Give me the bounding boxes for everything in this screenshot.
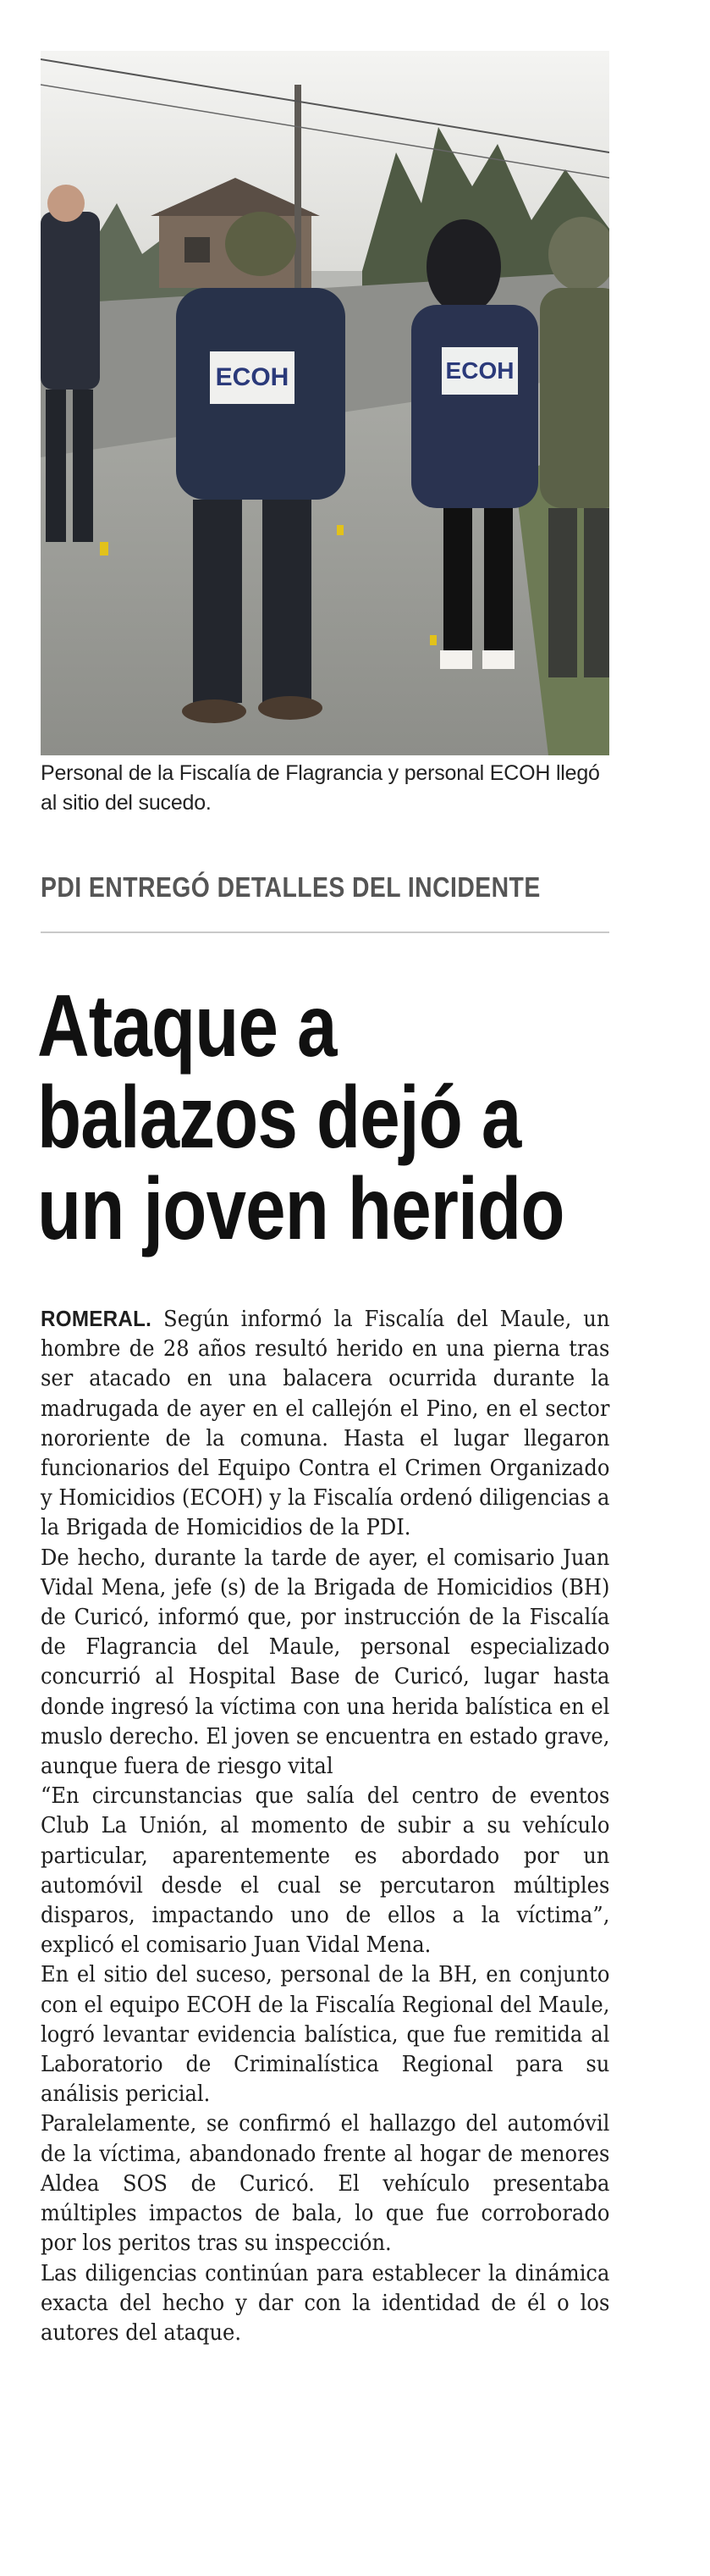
headline-line-2: balazos dejó a bbox=[37, 1069, 521, 1167]
news-photo bbox=[41, 51, 609, 755]
section-kicker: PDI ENTREGÓ DETALLES DEL INCIDENTE bbox=[41, 871, 541, 903]
headline-line-1: Ataque a bbox=[37, 977, 337, 1075]
vest-label-left: ECOH bbox=[215, 363, 289, 391]
dateline: ROMERAL. bbox=[41, 1306, 152, 1331]
paragraph-4: En el sitio del suceso, personal de la BH, en conjunto con el equipo ECOH de la Fiscalía Regional del Maule, logró levantar evidencia balística, que fue remitida al Laboratorio de Criminalística Regional para su análisis pericial. bbox=[41, 1962, 610, 2108]
paragraph-2: De hecho, durante la tarde de ayer, el comisario Juan Vidal Mena, jefe (s) de la Brigada de Homicidios (BH) de Curicó, informó que, por instrucción de la Fiscalía de Flagrancia del Maule, personal especializado concurrió al Hospital Base de Curicó, lugar hasta donde ingresó la víctima con una herida balística en el muslo derecho. El joven se encuentra en estado grave, aunque fuera de riesgo vital bbox=[41, 1545, 610, 1780]
paragraph-3: “En circunstancias que salía del centro de eventos Club La Unión, al momento de subir a su vehículo particular, aparentemente es abordado por un automóvil desde el cual se percutaron múltiples disparos, impactando uno de ellos a la víctima”, explicó el comisario Juan Vidal Mena. bbox=[41, 1783, 610, 1959]
headline bbox=[37, 977, 564, 1258]
paragraph-5: Paralelamente, se confirmó el hallazgo del automóvil de la víctima, abandonado frente al hogar de menores Aldea SOS de Curicó. El vehículo presentaba múltiples impactos de bala, lo que fue corroborado por los peritos tras su inspección. bbox=[41, 2111, 610, 2257]
paragraph-1 bbox=[41, 1304, 609, 1544]
paragraph-1-text: Según informó la Fiscalía del Maule, un hombre de 28 años resultó herido en una pierna tras ser atacado en una balacera ocurrida durante la madrugada de ayer en el callejón el Pino, en el sector nororiente de la comuna. Hasta el lugar llegaron funcionarios del Equipo Contra el Crimen Organizado y Homicidios (ECOH) y la Fiscalía ordenó diligencias a la Brigada de Homicidios de la PDI. bbox=[41, 1307, 610, 1541]
kicker-divider bbox=[41, 931, 609, 933]
vest-label-right: ECOH bbox=[445, 357, 515, 384]
headline-line-3: un joven herido bbox=[37, 1160, 564, 1258]
photo-caption: Personal de la Fiscalía de Flagrancia y personal ECOH llegó al sitio del sucedo. bbox=[41, 761, 600, 815]
paragraph-6: Las diligencias continúan para establecer la dinámica exacta del hecho y dar con la identidad de él o los autores del ataque. bbox=[41, 2260, 610, 2346]
article-body bbox=[41, 1304, 609, 2348]
